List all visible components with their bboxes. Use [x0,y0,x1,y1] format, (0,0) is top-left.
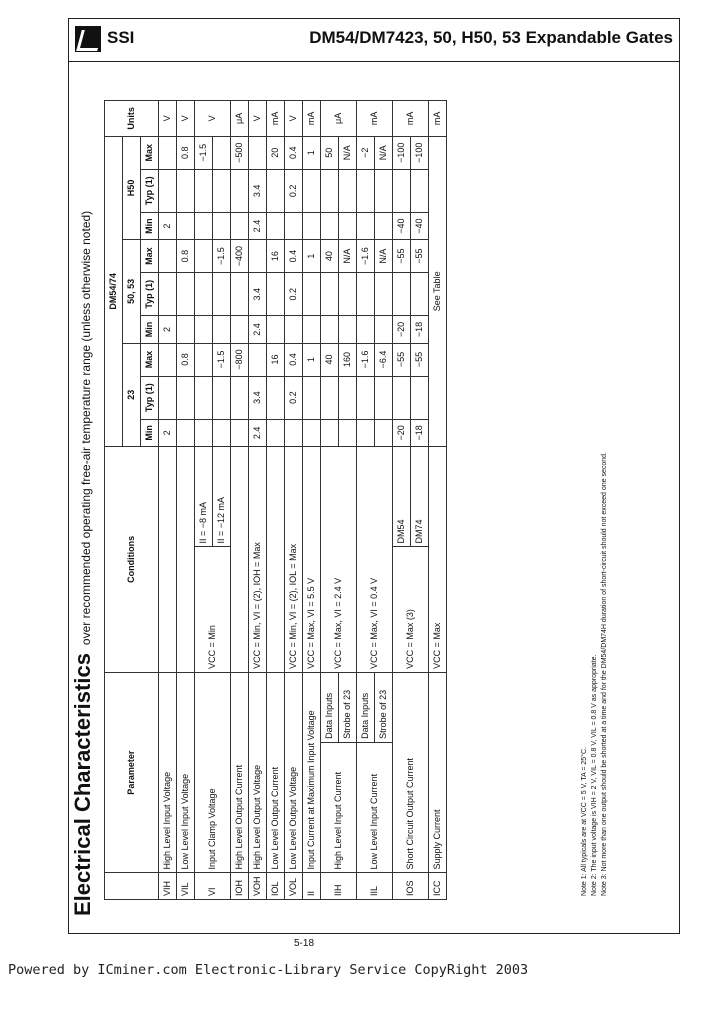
value-cell: 0.2 [285,273,303,316]
table-row [357,101,375,900]
value-cell: −500 [231,136,249,169]
symbol-cell: IOH [231,873,249,900]
value-cell: −1.5 [195,136,213,169]
symbol-cell: II [303,873,321,900]
value-cell: 2 [159,212,177,239]
value-cell: −40 [393,212,411,239]
symbol-cell: IOS [393,873,429,900]
value-cell [159,343,177,376]
note-3: Note 3: Not more than one output should be shorted at a time and for the DM54/DM74H duration of short-circuit should not exceed one second. [601,452,608,896]
value-cell [249,136,267,169]
value-cell [159,376,177,419]
value-cell: N/A [339,240,357,273]
national-logo-icon [75,26,101,52]
value-cell: −2 [357,136,375,169]
table-row [159,101,177,900]
unit-cell: μA [321,101,357,137]
conditions-cell: VCC = Max, VI = 5.5 V [303,446,321,672]
conditions-cell: VCC = Min [195,547,231,672]
value-cell [303,316,321,343]
value-cell [303,273,321,316]
value-cell [285,212,303,239]
unit-cell: mA [267,101,285,137]
typ-header: Typ (1) [141,169,159,212]
value-cell: 0.4 [285,343,303,376]
col-symbol [105,873,159,900]
value-cell: 2.4 [249,316,267,343]
unit-cell: V [249,101,267,137]
value-cell [177,273,195,316]
typ-header: Typ (1) [141,376,159,419]
electrical-characteristics-table [104,100,447,900]
table-row [249,101,267,900]
conditions-cell [231,446,249,672]
min-header: Min [141,316,159,343]
table-row [267,101,285,900]
parameter-cell: Short Circuit Output Current [393,672,429,873]
group-23: 23 [123,343,141,446]
value-cell: −1.6 [357,343,375,376]
symbol-cell: ICC [429,873,447,900]
value-cell: 0.4 [285,240,303,273]
subcondition-cell: II = −12 mA [213,446,231,547]
conditions-cell: VCC = Max (3) [393,547,429,672]
symbol-cell: IOL [267,873,285,900]
value-cell [177,419,195,446]
value-cell: −55 [393,343,411,376]
value-cell: 0.8 [177,343,195,376]
value-cell [177,316,195,343]
table-row [285,101,303,900]
col-family: DM54/74 [105,136,123,446]
parameter-cell: Low Level Output Voltage [285,672,303,873]
unit-cell: mA [357,101,393,137]
value-cell: N/A [339,136,357,169]
value-cell: 1 [303,136,321,169]
rotated-content [68,60,680,934]
value-cell [177,169,195,212]
value-cell: 2.4 [249,419,267,446]
value-cell: −18 [411,316,429,343]
parameter-cell: Low Level Input Voltage [177,672,195,873]
value-cell: −100 [393,136,411,169]
value-cell: 1 [303,240,321,273]
table-row [429,101,447,900]
value-cell [249,240,267,273]
parameter-cell: High Level Input Current [321,742,357,873]
value-cell: −18 [411,419,429,446]
value-cell [231,273,249,316]
value-cell: 16 [267,240,285,273]
value-cell [285,419,303,446]
value-cell [177,376,195,419]
unit-cell: V [177,101,195,137]
unit-cell: V [195,101,231,137]
value-cell: 2 [159,316,177,343]
value-cell [159,169,177,212]
min-header: Min [141,419,159,446]
value-cell: 160 [339,343,357,376]
value-cell [285,316,303,343]
brand-label: SSI [107,28,135,47]
conditions-cell: VCC = Max, VI = 2.4 V [321,446,357,672]
subparameter-cell: Data Inputs [357,672,375,742]
table-row [393,101,411,900]
value-cell: 0.8 [177,240,195,273]
symbol-cell: VOH [249,873,267,900]
max-header: Max [141,136,159,169]
parameter-cell: High Level Output Current [231,672,249,873]
value-cell [249,343,267,376]
value-cell [231,376,249,419]
min-header: Min [141,212,159,239]
value-cell: 0.8 [177,136,195,169]
value-cell: 3.4 [249,376,267,419]
value-cell: −40 [411,212,429,239]
unit-cell: mA [303,101,321,137]
parameter-cell: High Level Output Voltage [249,672,267,873]
subcondition-cell: DM54 [393,446,411,547]
value-cell: −800 [231,343,249,376]
value-cell: 2 [159,419,177,446]
value-cell: 40 [321,343,339,376]
section-heading [70,211,96,916]
note-2: Note 2: The input voltage is VIH = 2 V, VIL = 0.8 V, VIL = 0.8 V as appropriate. [591,654,598,896]
value-cell [159,240,177,273]
parameter-cell: Input Clamp Voltage [195,672,231,873]
value-cell [303,212,321,239]
value-cell: −1.5 [213,343,231,376]
unit-cell: mA [393,101,429,137]
value-cell [195,343,213,376]
table-row [195,101,213,900]
value-cell: 0.2 [285,169,303,212]
col-parameter: Parameter [105,672,159,873]
value-cell: N/A [375,136,393,169]
section-subtitle: over recommended operating free-air temperature range (unless otherwise noted) [79,210,93,646]
value-cell: −1.5 [213,240,231,273]
conditions-cell: VCC = Min, VI = (2), IOL = Max [285,446,303,672]
value-cell: 16 [267,343,285,376]
symbol-cell: VIH [159,873,177,900]
typ-header: Typ (1) [141,273,159,316]
value-cell: −6.4 [375,343,393,376]
value-cell: N/A [375,240,393,273]
page-header [69,19,679,62]
unit-cell: V [285,101,303,137]
symbol-cell: IIH [321,873,357,900]
value-cell: −100 [411,136,429,169]
symbol-cell: VIL [177,873,195,900]
value-cell: 2.4 [249,212,267,239]
value-cell [231,169,249,212]
value-cell: 0.4 [285,136,303,169]
value-cell: −400 [231,240,249,273]
conditions-cell: VCC = Max [429,446,447,672]
value-cell: 40 [321,240,339,273]
conditions-cell [177,446,195,672]
conditions-cell: VCC = Max, VI = 0.4 V [357,446,393,672]
value-cell [267,212,285,239]
conditions-cell [159,446,177,672]
group-h50: H50 [123,136,141,239]
document-title: DM54/DM7423, 50, H50, 53 Expandable Gates [309,28,673,47]
value-cell [231,212,249,239]
parameter-cell: Supply Current [429,672,447,873]
value-cell [267,169,285,212]
section-title: Electrical Characteristics [70,653,95,916]
footer-text: Powered by ICminer.com Electronic-Library Service CopyRight 2003 [8,962,529,978]
subparameter-cell: Strobe of 23 [375,672,393,742]
value-cell: 0.2 [285,376,303,419]
parameter-cell: High Level Input Voltage [159,672,177,873]
table-row [303,101,321,900]
subparameter-cell: Data Inputs [321,672,339,742]
value-cell: 3.4 [249,169,267,212]
subcondition-cell: DM74 [411,446,429,547]
subparameter-cell: Strobe of 23 [339,672,357,742]
note-1: Note 1: All typicals are at VCC = 5 V, TA = 25°C. [581,747,588,896]
parameter-cell: Input Current at Maximum Input Voltage [303,672,321,873]
symbol-cell: VI [195,873,231,900]
max-header: Max [141,240,159,273]
value-cell: −20 [393,419,411,446]
unit-cell: mA [429,101,447,137]
table-row [321,101,339,900]
value-cell [177,212,195,239]
table-row [177,101,195,900]
value-cell: −55 [411,240,429,273]
value-cell [303,169,321,212]
table-row [231,101,249,900]
col-units: Units [105,101,159,137]
value-cell: −1.6 [357,240,375,273]
page-number: 5-18 [294,938,315,949]
value-cell: −20 [393,316,411,343]
group-50-53: 50, 53 [123,240,141,343]
max-header: Max [141,343,159,376]
value-cell [159,273,177,316]
value-cell [303,376,321,419]
value-cell [195,240,213,273]
value-cell [267,273,285,316]
parameter-cell: Low Level Input Current [357,742,393,873]
conditions-cell [267,446,285,672]
value-cell [159,136,177,169]
value-cell [267,376,285,419]
col-conditions: Conditions [105,446,159,672]
value-cell: 3.4 [249,273,267,316]
symbol-cell: VOL [285,873,303,900]
parameter-cell: Low Level Output Current [267,672,285,873]
value-cell [231,316,249,343]
value-cell [231,419,249,446]
unit-cell: μA [231,101,249,137]
unit-cell: V [159,101,177,137]
see-table-cell: See Table [429,136,447,446]
value-cell [267,316,285,343]
value-cell [303,419,321,446]
value-cell: 1 [303,343,321,376]
value-cell: −55 [411,343,429,376]
value-cell [213,136,231,169]
value-cell: 20 [267,136,285,169]
value-cell [267,419,285,446]
notes [580,452,610,896]
symbol-cell: IIL [357,873,393,900]
value-cell: −55 [393,240,411,273]
subcondition-cell: II = −8 mA [195,446,213,547]
conditions-cell: VCC = Min, VI = (2), IOH = Max [249,446,267,672]
value-cell: 50 [321,136,339,169]
